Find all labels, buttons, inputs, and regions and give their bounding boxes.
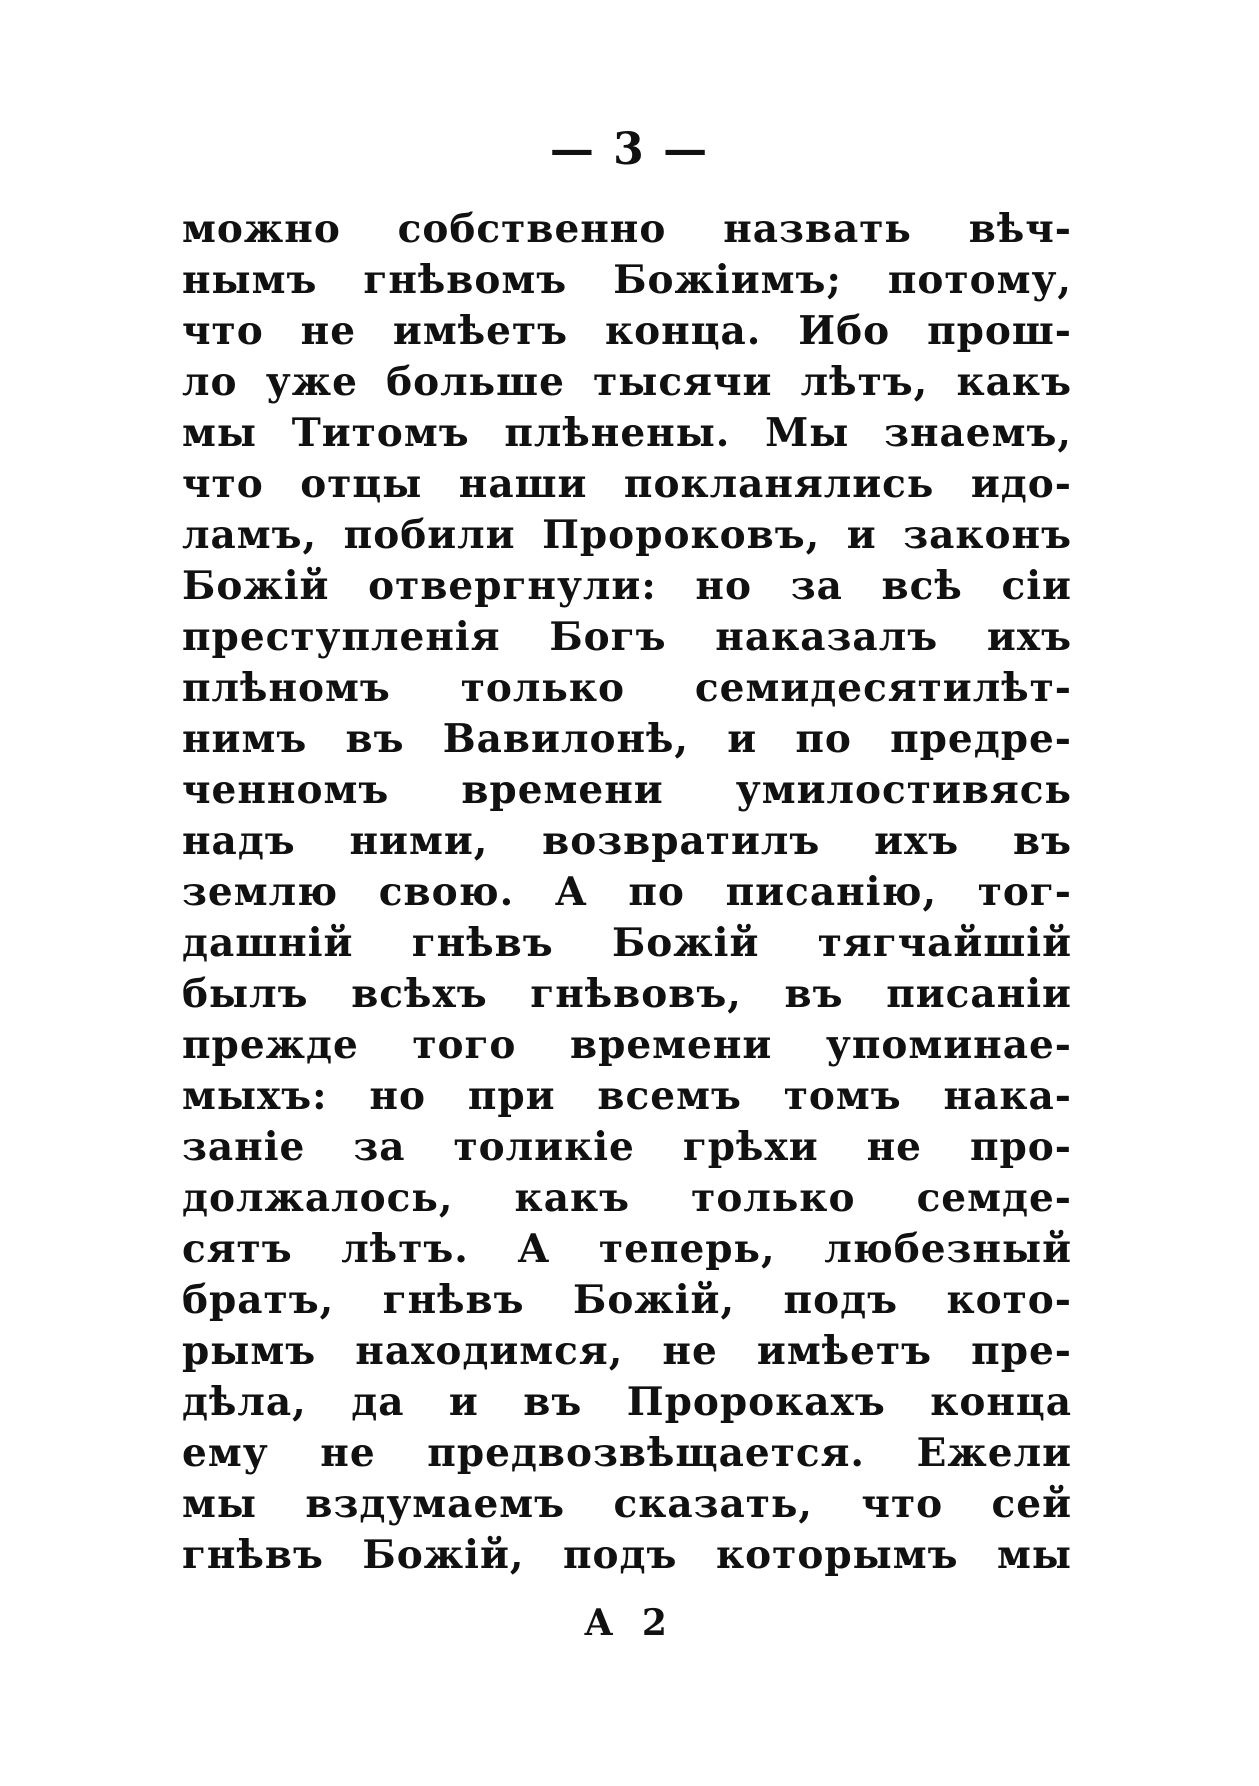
text-line: можно собственно назвать вѣч- [182,206,1072,252]
text-line: ему не предвозвѣщается. Ежели [182,1430,1072,1476]
text-line: сятъ лѣтъ. А теперь, любезный [182,1226,1072,1272]
text-line: надъ ними, возвратилъ ихъ въ [182,818,1072,864]
text-line: ламъ, побили Пророковъ, и законъ [182,512,1072,558]
text-line: Божій отвергнули: но за всѣ сіи [182,563,1072,609]
text-line: мы Титомъ плѣнены. Мы знаемъ, [182,410,1072,456]
text-line: нымъ гнѣвомъ Божіимъ; потому, [182,257,1072,303]
text-line: дѣла, да и въ Пророкахъ конца [182,1379,1072,1425]
text-line: былъ всѣхъ гнѣвовъ, въ писаніи [182,971,1072,1017]
text-line: заніе за толикіе грѣхи не про- [182,1124,1072,1170]
signature-mark: А 2 [584,1602,675,1644]
text-line: что не имѣетъ конца. Ибо прош- [182,308,1072,354]
text-line: ченномъ времени умилостивясь [182,767,1072,813]
text-line: нимъ въ Вавилонѣ, и по предре- [182,716,1072,762]
text-line: прежде того времени упоминае- [182,1022,1072,1068]
body-text [182,204,1072,1581]
text-line: дашній гнѣвъ Божій тягчайшій [182,920,1072,966]
text-line: должалось, какъ только семде- [182,1175,1072,1221]
text-line: братъ, гнѣвъ Божій, подъ кото- [182,1277,1072,1323]
text-line: ло уже больше тысячи лѣтъ, какъ [182,359,1072,405]
text-line: что отцы наши покланялись идо- [182,461,1072,507]
text-line: мыхъ: но при всемъ томъ нака- [182,1073,1072,1119]
text-line: гнѣвъ Божій, подъ которымъ мы [182,1532,1072,1578]
text-line: мы вздумаемъ сказать, что сей [182,1481,1072,1527]
text-line: землю свою. А по писанію, тог- [182,869,1072,915]
text-line: плѣномъ только семидесятилѣт- [182,665,1072,711]
text-line: рымъ находимся, не имѣетъ пре- [182,1328,1072,1374]
text-line: преступленія Богъ наказалъ ихъ [182,614,1072,660]
page-number-header: — 3 — [549,124,710,175]
